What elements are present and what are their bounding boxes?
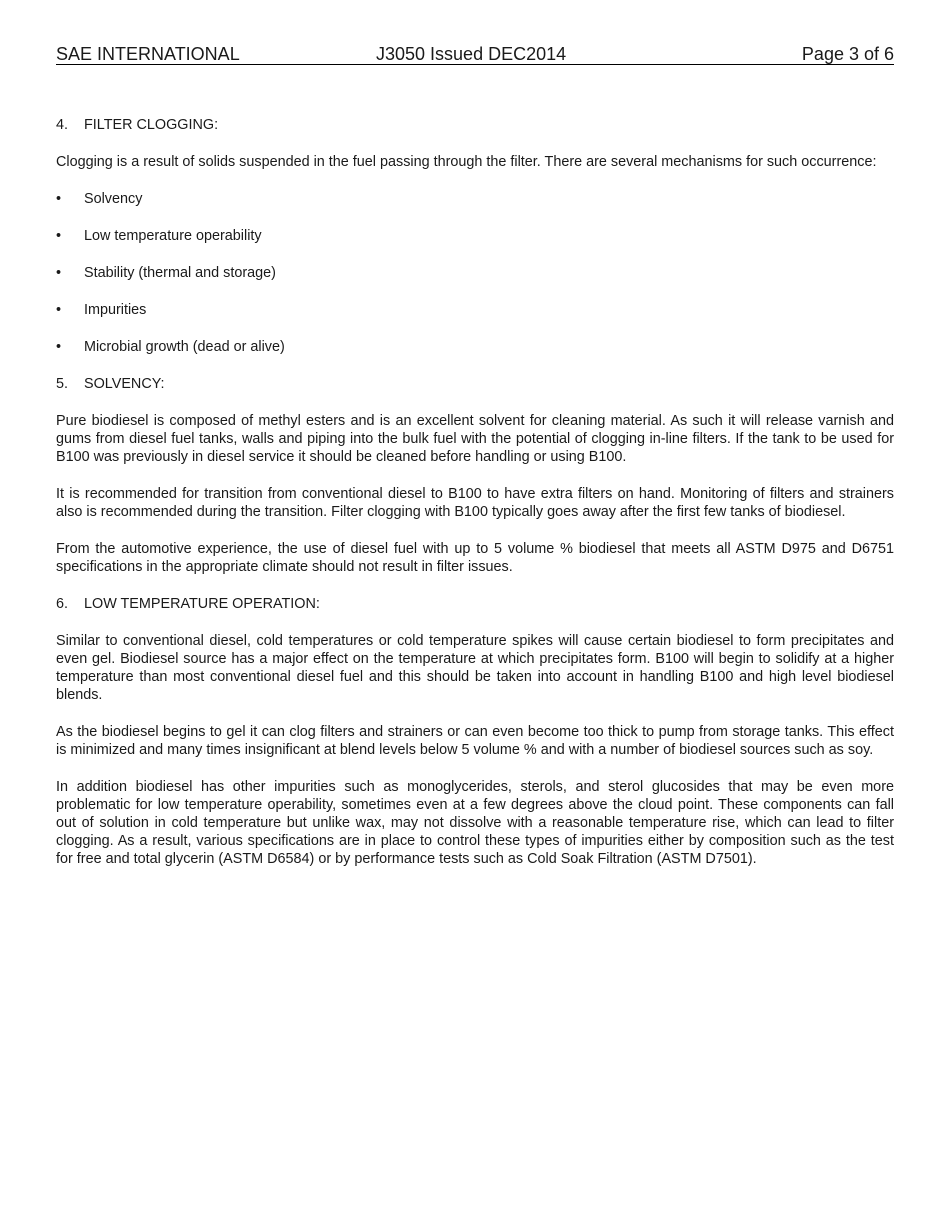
list-item bbox=[56, 227, 894, 245]
list-item bbox=[56, 190, 894, 208]
section-number: 4. bbox=[56, 117, 69, 133]
list-item-text: Impurities bbox=[84, 302, 147, 318]
paragraph: From the automotive experience, the use of diesel fuel with up to 5 volume % biodiesel that meets all ASTM D975 and D6751 specifications in the appropriate climate should not result in filter issues. bbox=[56, 541, 894, 575]
list-item-text: Stability (thermal and storage) bbox=[84, 265, 276, 281]
bullet-icon: • bbox=[56, 302, 62, 318]
section-title: LOW TEMPERATURE OPERATION: bbox=[84, 596, 320, 612]
section-heading-solvency bbox=[56, 375, 894, 393]
list-item-text: Solvency bbox=[84, 191, 143, 207]
paragraph: Similar to conventional diesel, cold temperatures or cold temperature spikes will cause certain biodiesel to form precipitates and even gel. Biodiesel source has a major effect on the temperature at which precipitates form. B100 will begin to solidify at a higher temperature than most conventional diesel fuel and this should be taken into account in handling B100 and high level biodiesel blends. bbox=[56, 633, 894, 703]
list-item-text: Microbial growth (dead or alive) bbox=[84, 339, 285, 355]
list-item bbox=[56, 264, 894, 282]
section-heading-filter-clogging bbox=[56, 116, 894, 134]
list-item-text: Low temperature operability bbox=[84, 228, 262, 244]
header-organization: SAE INTERNATIONAL bbox=[56, 44, 240, 64]
paragraph: Clogging is a result of solids suspended in the fuel passing through the filter. There are several mechanisms for such occurrence: bbox=[56, 154, 877, 170]
bullet-icon: • bbox=[56, 191, 62, 207]
list-item bbox=[56, 338, 894, 356]
header-document-id: J3050 Issued DEC2014 bbox=[376, 44, 567, 64]
section-number: 5. bbox=[56, 376, 69, 392]
page-body bbox=[56, 116, 894, 868]
section-title: FILTER CLOGGING: bbox=[84, 117, 219, 133]
paragraph: Pure biodiesel is composed of methyl esters and is an excellent solvent for cleaning material. As such it will release varnish and gums from diesel fuel tanks, walls and piping into the bulk fuel with the potential of clogging in-line filters. If the tank to be used for B100 was previously in diesel service it should be cleaned before handling or using B100. bbox=[56, 413, 894, 465]
section-title: SOLVENCY: bbox=[84, 376, 165, 392]
section-heading-low-temperature-operation bbox=[56, 595, 894, 613]
header-page-number: Page 3 of 6 bbox=[801, 44, 894, 64]
page-header bbox=[56, 44, 894, 65]
mechanism-list bbox=[56, 190, 894, 356]
bullet-icon: • bbox=[56, 228, 62, 244]
list-item bbox=[56, 301, 894, 319]
section-number: 6. bbox=[56, 596, 69, 612]
bullet-icon: • bbox=[56, 265, 62, 281]
paragraph: As the biodiesel begins to gel it can clog filters and strainers or can even become too thick to pump from storage tanks. This effect is minimized and many times insignificant at blend levels below 5 volume % and with a number of biodiesel sources such as soy. bbox=[56, 724, 894, 758]
paragraph: It is recommended for transition from conventional diesel to B100 to have extra filters on hand. Monitoring of filters and strainers also is recommended during the transition. Filter clogging with B100 typically goes away after the first few tanks of biodiesel. bbox=[56, 486, 894, 520]
bullet-icon: • bbox=[56, 339, 62, 355]
paragraph: In addition biodiesel has other impurities such as monoglycerides, sterols, and sterol glucosides that may be even more problematic for low temperature operability, sometimes even at a few degrees above the cloud point. These components can fall out of solution in cold temperature but unlike wax, may not dissolve with a reasonable temperature rise, which can lead to filter clogging. As a result, various specifications are in place to control these types of impurities either by composition such as the test for free and total glycerin (ASTM D6584) or by performance tests such as Cold Soak Filtration (ASTM D7501). bbox=[56, 779, 894, 867]
